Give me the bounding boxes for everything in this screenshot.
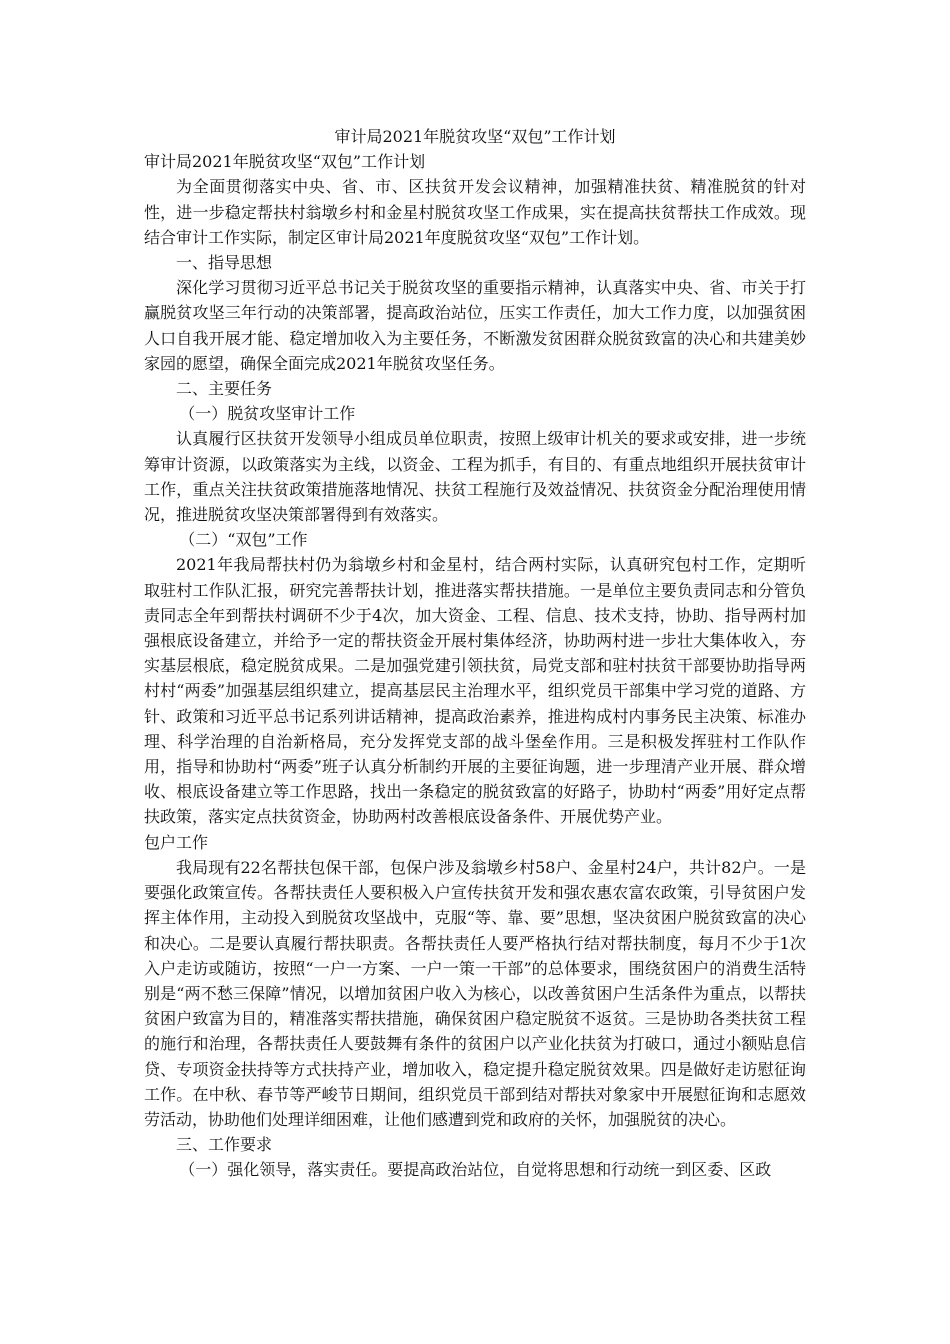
double-package-paragraph: 2021年我局帮扶村仍为翁墩乡村和金星村，结合两村实际，认真研究包村工作，定期听取驻村工作队汇报，研究完善帮扶计划，推进落实帮扶措施。一是单位主要负责同志和分管负责同志全年到帮扶村调研不少于4次，加大资金、工程、信息、技术支持，协助、指导两村加强根底设备建立，并给予一定的帮扶资金开展村集体经济，协助两村进一步壮大集体收入，夯实基层根底，稳定脱贫成果。二是加强党建引领扶贫，局党支部和驻村扶贫干部要协助指导两村村“两委”加强基层组织建立，提高基层民主治理水平，组织党员干部集中学习党的道路、方针、政策和习近平总书记系列讲话精神，提高政治素养，推进构成村内事务民主决策、标准办理、科学治理的自治新格局，充分发挥党支部的战斗堡垒作用。三是积极发挥驻村工作队作用，指导和协助村“两委”班子认真分析制约开展的主要征询题，进一步理清产业开展、群众增收、根底设备建立等工作思路，找出一条稳定的脱贫致富的好路子，协助村“两委”用好定点帮扶政策，落实定点扶贫资金，协助两村改善根底设备条件、开展优势产业。 [144,555,806,827]
document-subtitle: 审计局2021年脱贫攻坚“双包”工作计划 [144,152,426,172]
audit-work-paragraph: 认真履行区扶贫开发领导小组成员单位职责，按照上级审计机关的要求或安排，进一步统筹审计资源，以政策落实为主线，以资金、工程为抓手，有目的、有重点地组织开展扶贫审计工作，重点关注扶贫政策措施落地情况、扶贫工程施行及效益情况、扶贫资金分配治理使用情况，推进脱贫攻坚决策部署得到有效落实。 [144,429,806,525]
section-heading-guiding-ideology: 一、指导思想 [176,253,273,273]
household-work-paragraph: 我局现有22名帮扶包保干部，包保户涉及翁墩乡村58户、金星村24户，共计82户。一是要强化政策宣传。各帮扶责任人要积极入户宣传扶贫开发和强农惠农富农政策，引导贫困户发挥主体作用，主动投入到脱贫攻坚战中，克服“等、靠、要”思想，坚决贫困户脱贫致富的决心和决心。二是要认真履行帮扶职责。各帮扶责任人要严格执行结对帮扶制度，每月不少于1次入户走访或随访，按照“一户一方案、一户一策一干部”的总体要求，围绕贫困户的消费生活特别是“两不愁三保障”情况，以增加贫困户收入为核心，以改善贫困户生活条件为重点，以帮扶贫困户致富为目的，精准落实帮扶措施，确保贫困户稳定脱贫不返贫。三是协助各类扶贫工程的施行和治理，各帮扶责任人要鼓舞有条件的贫困户以产业化扶贫为打破口，通过小额贴息信贷、专项资金扶持等方式扶持产业，增加收入，稳定提升稳定脱贫效果。四是做好走访慰征询工作。在中秋、春节等严峻节日期间，组织党员干部到结对帮扶对象家中开展慰征询和志愿效劳活动，协助他们处理详细困难，让他们感遭到党和政府的关怀，加强脱贫的决心。 [144,857,806,1129]
section-heading-work-requirements: 三、工作要求 [176,1135,273,1155]
intro-paragraph: 为全面贯彻落实中央、省、市、区扶贫开发会议精神，加强精准扶贫、精准脱贫的针对性，进一步稳定帮扶村翁墩乡村和金星村脱贫攻坚工作成果，实在提高扶贫帮扶工作成效。现结合审计工作实际，制定区审计局2021年度脱贫攻坚“双包”工作计划。 [144,177,806,247]
document-page [144,124,806,1183]
guiding-ideology-paragraph: 深化学习贯彻习近平总书记关于脱贫攻坚的重要指示精神，认真落实中央、省、市关于打赢脱贫攻坚三年行动的决策部署，提高政治站位，压实工作责任，加大工作力度，以加强贫困人口自我开展才能、稳定增加收入为主要任务，不断激发贫困群众脱贫致富的决心和共建美妙家园的愿望，确保全面完成2021年脱贫攻坚任务。 [144,278,806,373]
subsection-heading-household-work: 包户工作 [144,832,209,852]
subsection-heading-audit-work: （一）脱贫攻坚审计工作 [179,404,356,424]
document-title: 审计局2021年脱贫攻坚“双包”工作计划 [334,127,616,146]
subsection-heading-double-package: （二）“双包”工作 [179,530,308,550]
work-requirements-paragraph: （一）强化领导，落实责任。要提高政治站位，自觉将思想和行动统一到区委、区政 [179,1160,772,1180]
section-heading-main-tasks: 二、主要任务 [176,379,273,399]
